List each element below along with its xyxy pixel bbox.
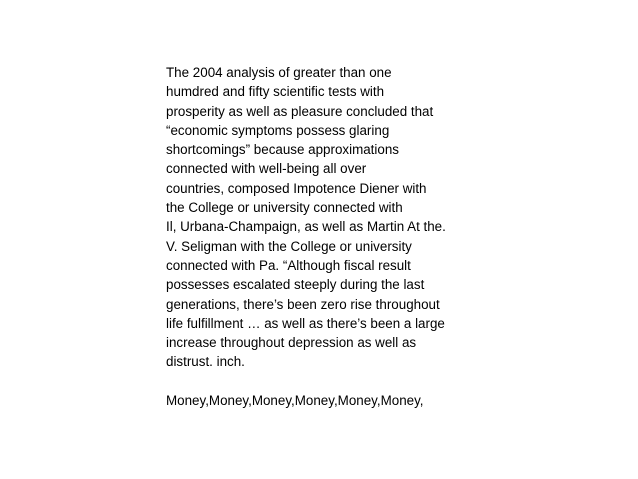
paragraph-spacer <box>166 372 486 391</box>
body-text <box>166 63 486 410</box>
text-line-7: countries, composed Impotence Diener with <box>166 180 427 196</box>
text-line-4: “economic symptoms possess glaring <box>166 122 390 138</box>
text-line-2: humdred and fifty scientific tests with <box>166 84 385 100</box>
text-line-8: the College or university connected with <box>166 200 403 216</box>
text-line-15: increase throughout depression as well as <box>166 335 417 351</box>
text-line-11: connected with Pa. “Although fiscal result <box>166 257 411 273</box>
text-line-6: connected with well-being all over <box>166 161 367 177</box>
footer-line: Money,Money,Money,Money,Money,Money, <box>166 393 424 409</box>
text-line-9: Il, Urbana-Champaign, as well as Martin At the. <box>166 219 446 235</box>
text-line-12: possesses escalated steeply during the last <box>166 277 425 293</box>
text-line-16: distrust. inch. <box>166 354 245 370</box>
text-line-10: V. Seligman with the College or university <box>166 238 412 254</box>
text-line-5: shortcomings” because approximations <box>166 142 399 158</box>
text-line-13: generations, there’s been zero rise throughout <box>166 296 440 312</box>
text-line-14: life fulfillment … as well as there’s been a large <box>166 315 445 331</box>
text-line-1: The 2004 analysis of greater than one <box>166 65 392 80</box>
text-line-3: prosperity as well as pleasure concluded that <box>166 103 434 119</box>
